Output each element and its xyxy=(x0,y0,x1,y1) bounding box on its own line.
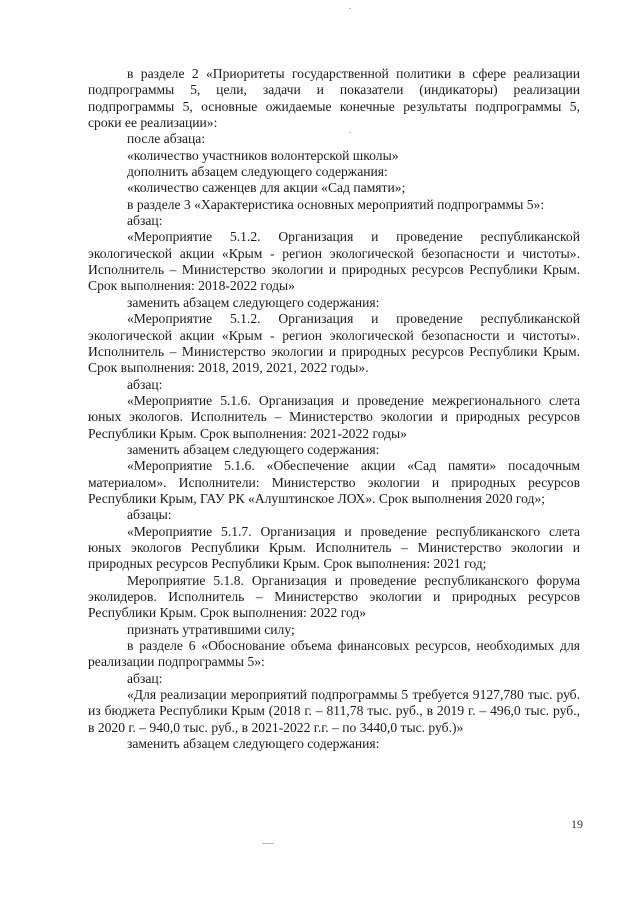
paragraph: абзац: xyxy=(127,213,163,229)
scan-speck xyxy=(262,843,274,844)
paragraph: дополнить абзацем следующего содержания: xyxy=(127,164,388,180)
paragraph: «количество саженцев для акции «Сад памяти»; xyxy=(127,180,406,196)
paragraph: «Мероприятие 5.1.2. Организация и проведение республиканской экологической акции «Крым - регион экологической безопасности и чистоты». Исполнитель – Министерство экологии и природных ресурсов Республики Крым. Срок выполнения: 2018, 2019, 2021, 2022 годы». xyxy=(88,311,580,376)
document-body xyxy=(88,66,580,752)
paragraph: после абзаца: xyxy=(127,131,206,147)
paragraph: признать утратившими силу; xyxy=(127,621,295,637)
scan-speck xyxy=(349,132,351,133)
paragraph: заменить абзацем следующего содержания: xyxy=(127,441,380,457)
paragraph: абзацы: xyxy=(127,507,172,523)
paragraph: «Мероприятие 5.1.6. «Обеспечение акции «Сад памяти» посадочным материалом». Исполнители: Министерство экологии и природных ресурсов Республики Крым, ГАУ РК «Алуштинское ЛОХ». Срок выполнения 2020 год»; xyxy=(88,458,580,506)
paragraph: Мероприятие 5.1.8. Организация и проведение республиканского форума эколидеров. Исполнитель – Министерство экологии и природных ресурсов Республики Крым. Срок выполнения: 2022 год» xyxy=(88,572,580,621)
paragraph: в разделе 2 «Приоритеты государственной политики в сфере реализации подпрограммы 5, цели, задачи и показатели (индикаторы) реализации подпрограммы 5, основные ожидаемые конечные результаты подпрограммы 5, сроки ее реализации»: xyxy=(88,66,580,131)
paragraph: заменить абзацем следующего содержания: xyxy=(127,294,380,310)
paragraph: «Мероприятие 5.1.7. Организация и проведение республиканского слета юных экологов Республики Крым. Исполнитель – Министерство экологии и природных ресурсов Республики Крым. Срок выполнения: 2021 год; xyxy=(88,523,580,572)
paragraph: заменить абзацем следующего содержания: xyxy=(127,736,380,752)
paragraph: в разделе 3 «Характеристика основных мероприятий подпрограммы 5»: xyxy=(127,196,545,212)
paragraph: абзац: xyxy=(127,376,163,392)
paragraph: в разделе 6 «Обоснование объема финансовых ресурсов, необходимых для реализации подпрограммы 5»: xyxy=(88,638,580,670)
paragraph: «количество участников волонтерской школы» xyxy=(127,147,399,163)
scan-speck xyxy=(349,8,351,9)
paragraph: «Мероприятие 5.1.6. Организация и проведение межрегионального слета юных экологов. Исполнитель – Министерство экологии и природных ресурсов Республики Крым. Срок выполнения: 2021-2022 годы» xyxy=(88,392,580,441)
paragraph: абзац: xyxy=(127,670,163,686)
paragraph: «Для реализации мероприятий подпрограммы 5 требуется 9127,780 тыс. руб. из бюджета Республики Крым (2018 г. – 811,78 тыс. руб., в 2019 г. – 496,0 тыс. руб., в 2020 г. – 940,0 тыс. руб., в 2021-2022 г.г. – по 3440,0 тыс. руб.)» xyxy=(88,687,580,735)
paragraph: «Мероприятие 5.1.2. Организация и проведение республиканской экологической акции «Крым - регион экологической безопасности и чистоты». Исполнитель – Министерство экологии и природных ресурсов Республики Крым. Срок выполнения: 2018-2022 годы» xyxy=(88,229,580,294)
page-number: 19 xyxy=(571,817,583,831)
